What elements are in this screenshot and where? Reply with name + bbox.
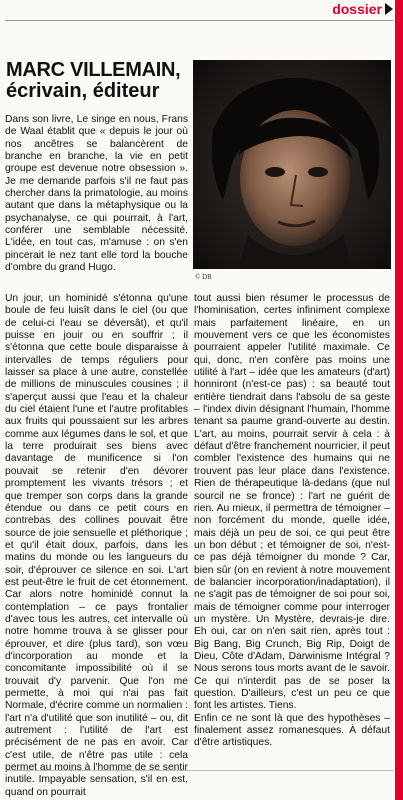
title-role: écrivain, éditeur [6, 80, 160, 102]
article-title [6, 60, 191, 102]
column-left [5, 293, 188, 799]
intro-paragraph [5, 114, 188, 274]
author-photo [193, 60, 391, 269]
section-rubric [332, 2, 393, 16]
column-right-text: tout aussi bien résumer le processus de l'hominisation, certes infiniment complexe mais parfaitement linéaire, en un mouvement vers ce que les économistes pourraient appeler l'utilité maximale. Ce qui, donc, n'en confère pas moins une utilité à l'art – idée que les amateurs (d'art) honniront (n'est-ce pas) : sa beauté tout entière tiendrait dans l'absolu de sa geste – l'index divin désignant l'humain, l'homme tenant sa paume grand-ouverte au destin. L'art, au moins, pourrait servir à cela : à défaut d'être franchement nourricier, il peut combler l'existence des humains qui ne trouvent pas leur place dans l'existence. Rien de thérapeutique là-dedans (que nul sourcil ne se fronce) : l'art ne guérit de rien. Au mieux, il permettra de témoigner – non forcément du monde, quelle idée, mais déjà un peu de soi, ce qui peut être un bon début ; et témoigner de soi, n'est-ce pas déjà témoigner du monde ? Car, bien sûr (on en revient à notre mouvement de balancier incorporation/inadaptation), il ne s'agit pas de témoigner de soi pour soi, mais de témoigner comme pour interroger un mystère. Un Mystère, devrais-je dire. Eh oui, car on n'en sait rien, après tout : Big Bang, Big Crunch, Big Rip, Doigt de Dieu, Côte d'Adam, Darwinisme Intégral ? Nous serons tous morts avant de le savoir. Ce qui n'interdit pas de se poser la question. D'ailleurs, c'est un peu ce que font les artistes. Tiens. Enfin ce ne sont là que des hypothèses – finalement assez romanesques. À défaut d'être artistiques. [194, 293, 390, 749]
portrait-image [193, 60, 391, 269]
top-rule [5, 20, 393, 21]
bottom-rule [5, 770, 393, 771]
photo-credit: © DR [195, 273, 212, 281]
column-left-text: Un jour, un hominidé s'étonna qu'une boule de feu luisît dans le ciel (ou que de celui-ci l'eau se déversât), et qu'il puisse en jouir ou en souffrir ; il s'étonna que cette boule disparaisse à intervalles de temps réguliers pour laisser sa place à une autre, constellée de millions de minuscules cousines ; il s'aperçut aussi que l'eau et la chaleur du ciel étaient l'une et l'autre profitables aux fruits qui poussaient sur les arbres comme aux légumes dans le sol, et que la terre produirait ses biens avec davantage de munificence si l'on pouvait se retenir d'en dévorer promptement les vivants trésors ; et que tremper son corps dans la grande étendue ou dans ce petit cours en contrebas des collines pouvait être source de joie sensuelle et pléthorique ; et qu'il était doux, parfois, dans les matins du monde ou les langueurs du soir, d'éprouver ce silence en soi. L'art est peut-être le fruit de cet étonnement. Car alors notre hominidé connut la contemplation – ce pays frontalier d'avec tous les autres, cet intervalle où notre homme trouva à se glisser pour éprouver, et dire (plus tard), son vœu d'incorporation au monde et la concomitante impossibilité où il se trouvait d'y parvenir. Que l'on me permette, à moi qui n'ai pas fait Normale, d'écrire comme un normalien : l'art n'a d'utilité que son inutilité – ou, dit autrement : l'utilité de l'art est précisément de ne pas en avoir. Car c'est utile, de n'être pas utile : cela permet au moins à l'homme de se sentir inutile. Impayable sensation, s'il en est, quand on pourrait [5, 293, 188, 798]
title-name: MARC VILLEMAIN, [6, 59, 181, 81]
rubric-label: dossier [332, 1, 382, 17]
arrow-right-icon [385, 3, 393, 15]
red-side-bar [395, 0, 403, 800]
intro-text: Dans son livre, Le singe en nous, Frans de Waal établit que « depuis le jour où nos ancêtres se balancèrent de branche en branche, la vie en petit groupe est devenue notre obsession ». Je me demande parfois s'il ne faut pas chercher dans la primatologie, au moins autant que dans la métaphysique ou la psychanalyse, ce qui pourrait, à l'art, conférer une semblable nécessité. L'idée, en tout cas, m'amuse : on s'en pincerait le nez tant elle tord la bouche d'ombre du grand Hugo. [5, 114, 188, 274]
column-right [194, 293, 390, 750]
